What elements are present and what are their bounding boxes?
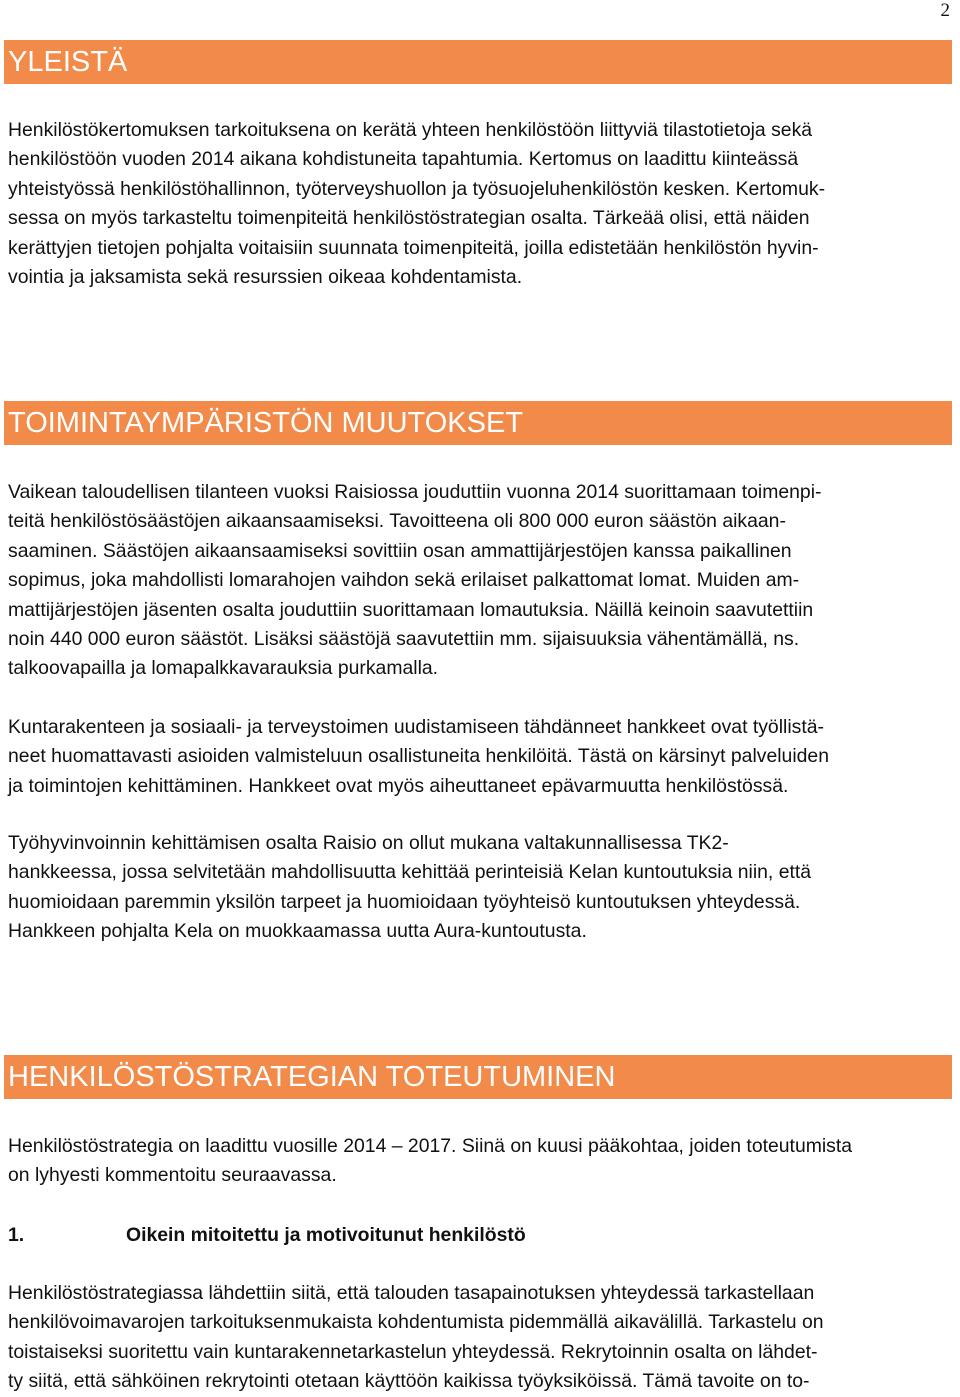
text-line: henkilövoimavarojen tarkoituksenmukaista kohdentumista pidemmällä aikavälillä. Tarkastelu on: [8, 1311, 824, 1334]
text-line: Henkilöstökertomuksen tarkoituksena on kerätä yhteen henkilöstöön liittyviä tilastotietoja sekä: [8, 119, 813, 141]
text-line: ty siitä, että sähköinen rekrytointi otetaan käyttöön kaikissa työyksiköissä. Tämä tavoite on to-: [8, 1370, 810, 1393]
section-heading-yleista: YLEISTÄ: [4, 40, 952, 84]
text-line: Hankkeen pohjalta Kela on muokkaamassa uutta Aura-kuntoutusta.: [8, 920, 587, 943]
text-line: ja toimintojen kehittäminen. Hankkeet ovat myös aiheuttaneet epävarmuutta henkilöstössä.: [8, 774, 789, 797]
text-line: saaminen. Säästöjen aikaansaamiseksi sovittiin osan ammattijärjestöjen kanssa paikallinen: [8, 539, 792, 562]
paragraph-tyohyvinvointi: [8, 829, 952, 947]
section-heading-henkilostostrategia: HENKILÖSTÖSTRATEGIAN TOTEUTUMINEN: [4, 1055, 952, 1099]
text-line: Työhyvinvoinnin kehittämisen osalta Raisio on ollut mukana valtakunnallisessa TK2-: [8, 832, 729, 854]
item-title: Oikein mitoitettu ja motivoitunut henkilöstö: [126, 1224, 526, 1246]
text-line: Henkilöstöstrategiassa lähdettiin siitä, että talouden tasapainotuksen yhteydessä tarkastellaan: [8, 1282, 815, 1304]
paragraph-yleista: [8, 116, 952, 292]
text-line: yhteistyössä henkilöstöhallinnon, työterveyshuollon ja työsuojeluhenkilöstön kesken. Kertomuk-: [8, 177, 826, 200]
item-number: 1.: [8, 1224, 25, 1246]
text-line: huomioidaan paremmin yksilön tarpeet ja huomioidaan työyhteisö kuntoutuksen yhteydessä.: [8, 890, 801, 913]
text-line: Vaikean taloudellisen tilanteen vuoksi Raisiossa jouduttiin vuonna 2014 suorittamaan toimenpi-: [8, 481, 822, 503]
text-line: kerättyjen tietojen pohjalta voitaisiin suunnata toimenpiteitä, joilla edistetään henkilöstön hyvin-: [8, 236, 819, 259]
text-line: vointia ja jaksamista sekä resurssien oikeaa kohdentamista.: [8, 266, 523, 289]
text-line: talkoovapailla ja lomapalkkavarauksia purkamalla.: [8, 657, 439, 680]
text-line: hankkeessa, jossa selvitetään mahdollisuutta kehittää perinteisiä Kelan kuntoutuksia niin, että: [8, 861, 812, 884]
text-line: teitä henkilöstösäästöjen aikaansaamiseksi. Tavoitteena oli 800 000 euron säästön aikaan-: [8, 510, 786, 533]
paragraph-kuntarakenne: [8, 713, 952, 801]
text-line: sopimus, joka mahdollisti lomarahojen vaihdon sekä erilaiset palkattomat lomat. Muiden am-: [8, 569, 800, 592]
paragraph-saastot: [8, 478, 952, 684]
page-number: 2: [940, 0, 950, 21]
text-line: on lyhyesti kommentoitu seuraavassa.: [8, 1164, 337, 1187]
text-line: Kuntarakenteen ja sosiaali- ja terveystoimen uudistamiseen tähdänneet hankkeet ovat työllistä-: [8, 716, 824, 738]
section-heading-toimintaymparisto: TOIMINTAYMPÄRISTÖN MUUTOKSET: [4, 401, 952, 445]
numbered-heading-1: [8, 1221, 526, 1250]
text-line: henkilöstöön vuoden 2014 aikana kohdistuneita tapahtumia. Kertomus on laadittu kiinteässä: [8, 148, 799, 171]
text-line: sessa on myös tarkasteltu toimenpiteitä henkilöstöstrategian osalta. Tärkeää olisi, että näiden: [8, 207, 810, 230]
paragraph-mitoitus: [8, 1279, 952, 1397]
paragraph-strategia-intro: [8, 1132, 952, 1191]
text-line: noin 440 000 euron säästöt. Lisäksi säästöjä saavutettiin mm. sijaisuuksia vähentämällä, ns.: [8, 628, 800, 651]
text-line: toistaiseksi suoritettu vain kuntarakennetarkastelun yhteydessä. Rekrytoinnin osalta on lähdet-: [8, 1340, 818, 1363]
text-line: mattijärjestöjen jäsenten osalta jouduttiin suorittamaan lomautuksia. Näillä keinoin saavutettiin: [8, 598, 814, 621]
text-line: Henkilöstöstrategia on laadittu vuosille 2014 – 2017. Siinä on kuusi pääkohtaa, joiden toteutumista: [8, 1135, 853, 1157]
text-line: neet huomattavasti asioiden valmisteluun osallistuneita henkilöitä. Tästä on kärsinyt palveluiden: [8, 745, 829, 768]
